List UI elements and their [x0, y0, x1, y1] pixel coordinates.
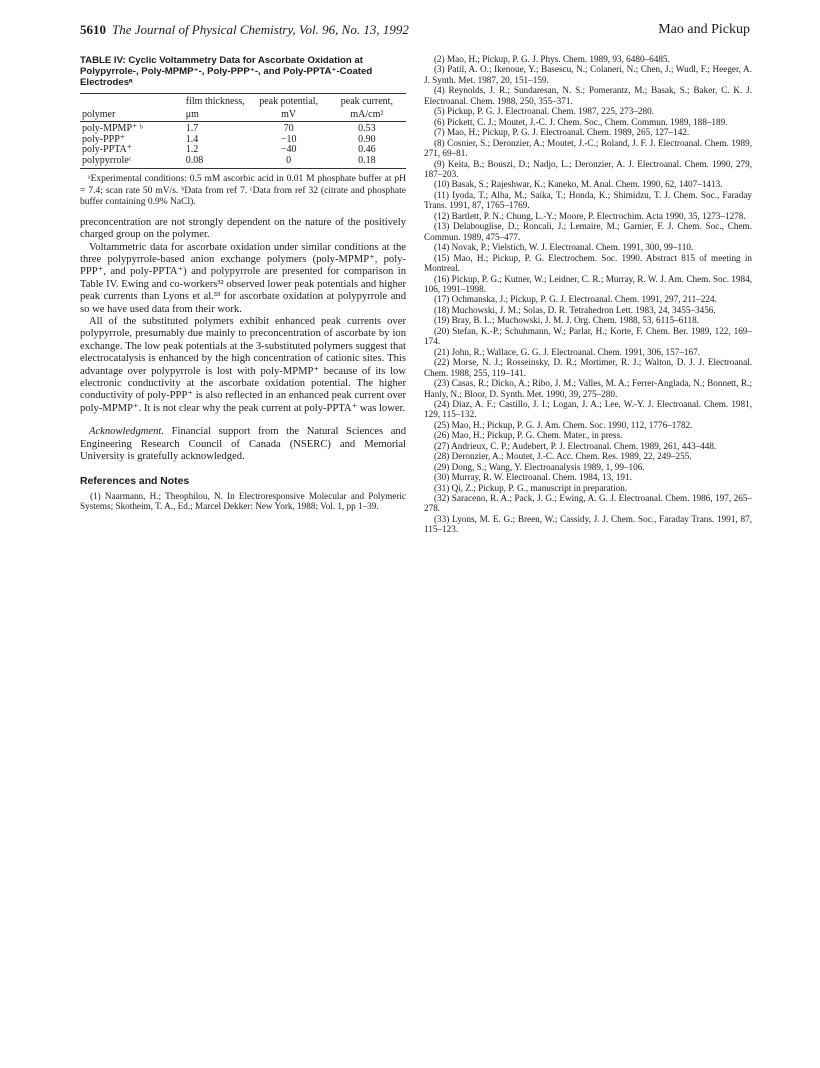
references-heading: References and Notes	[80, 475, 190, 487]
reference-item: (13) Delabouglise, D.; Roncali, J.; Lemaire, M.; Garnier, F. J. Chem. Soc., Chem. Commun. 1989, 475–477.	[424, 221, 752, 242]
reference-item: (17) Ochmanska, J.; Pickup, P. G. J. Electroanal. Chem. 1991, 297, 211–224.	[434, 294, 717, 305]
reference-item: (30) Murray, R. W. Electroanal. Chem. 1984, 13, 191.	[434, 472, 632, 483]
table-header-cell: peak potential,	[250, 94, 328, 109]
table-header-cell: film thickness,	[178, 94, 250, 109]
body-paragraph: preconcentration are not strongly dependent on the nature of the positively charged group on the polymer.	[80, 216, 406, 241]
reference-item: (3) Patil, A. O.; Ikenoue, Y.; Basescu, N.; Colaneri, N.; Chen, J.; Wudl, F.; Heeger, A. J. Synth. Met. 1987, 20, 151–159.	[424, 64, 752, 85]
table-cell: 0.18	[328, 156, 406, 169]
table-cell: −40	[280, 144, 297, 155]
acknowledgment	[80, 426, 406, 463]
reference-item: (10) Basak, S.; Rajeshwar, K.; Kaneko, M. Anal. Chem. 1990, 62, 1407–1413.	[434, 179, 723, 190]
reference-item: (9) Keita, B.; Bouszi, D.; Nadjo, L.; Deronzier, A. J. Electroanal. Chem. 1990, 279, 187–203.	[424, 158, 752, 179]
reference-item: (1) Naarmann, H.; Theophilou, N. In Electroresponsive Molecular and Polymeric Systems; Skotheim, T. A., Ed.; Marcel Dekker: New York, 1988; Vol. 1, pp 1–39.	[80, 490, 406, 511]
acknowledgment-text: Financial support from the Natural Sciences and Engineering Research Council of Canada (NSERC) and Memorial University is gratefully acknowledged.	[80, 426, 406, 463]
table-row	[80, 145, 406, 156]
reference-item: (23) Casas, R.; Dicko, A.; Ribo, J. M.; Valles, M. A.; Ferrer-Anglada, N.; Bonnett, R.; Hanly, N.; Bloor, D. Synth. Met. 1990, 39, 275–280.	[424, 378, 752, 399]
header-authors: Mao and Pickup	[658, 22, 750, 37]
table-header-cell: μm	[178, 109, 250, 122]
body-paragraph: All of the substituted polymers exhibit enhanced peak currents over polypyrrole, presumably due mainly to preconcentration of ascorbate by ion exchange. The low peak potentials at the 3-substituted polymers suggest that electrocatalysis is enhanced by the high concentration of cationic sites. This advantage over polypyrrole is lost with poly-MPMP⁺ because of its low electronic conductivity at the ascorbate oxidation potential. The higher conductivity of poly-PPP⁺ is also reflected in an enhanced peak current over poly-MPMP⁺. It is not clear why the peak current at poly-PPTA⁺ was lower.	[80, 316, 406, 414]
running-header	[80, 22, 750, 40]
left-column	[80, 55, 406, 511]
table-cell: −10	[280, 133, 297, 145]
table-cell: poly-PPP⁺	[82, 133, 126, 145]
reference-item: (28) Deronzier, A.; Moutet, J.-C. Acc. Chem. Res. 1989, 22, 249–255.	[434, 451, 692, 462]
reference-item: (26) Mao, H.; Pickup, P. G. Chem. Mater., in press.	[434, 430, 623, 441]
reference-item: (25) Mao, H.; Pickup, P. G. J. Am. Chem. Soc. 1990, 112, 1776–1782.	[434, 419, 693, 430]
right-column	[424, 54, 752, 535]
table-cell: 70	[283, 123, 294, 134]
reference-item: (11) Iyoda, T.; Alba, M.; Saika, T.; Honda, K.; Shimidzu, T. J. Chem. Soc., Faraday Trans. 1991, 87, 1765–1769.	[424, 189, 752, 211]
reference-item: (14) Novak, P.; Vielstich, W. J. Electroanal. Chem. 1991, 300, 99–110.	[434, 242, 694, 253]
table-header-row-1	[80, 94, 406, 109]
data-table	[80, 93, 406, 169]
table-cell: 0.53	[358, 123, 376, 134]
reference-item: (21) John, R.; Wallace, G. G. J. Electroanal. Chem. 1991, 306, 157–167.	[434, 346, 700, 357]
table-header-cell: peak current,	[328, 94, 406, 109]
reference-item: (2) Mao, H.; Pickup, P. G. J. Phys. Chem. 1989, 93, 6480–6485.	[434, 54, 670, 64]
table-footnote: ᵃExperimental conditions: 0.5 mM ascorbic acid in 0.01 M phosphate buffer at pH = 7.4; scan rate 50 mV/s. ᵇData from ref 7. ᶜData from ref 32 (citrate and phosphate buffer containing 0.9% NaCl).	[80, 174, 406, 208]
reference-item: (8) Cosnier, S.; Deronzier, A.; Moutet, J.-C.; Roland, J. F. J. Electroanal. Chem. 1989, 271, 69–81.	[424, 137, 752, 159]
page-number: 5610	[80, 22, 106, 37]
acknowledgment-label: Acknowledgment.	[89, 426, 165, 438]
reference-item: (32) Saraceno, R. A.; Pack, J. G.; Ewing, A. G. J. Electroanal. Chem. 1986, 197, 265–278.	[424, 493, 752, 514]
reference-item: (4) Reynolds, J. R.; Sundaresan, N. S.; Pomerantz, M.; Basak, S.; Baker, C. K. J. Electroanal. Chem. 1988, 250, 355–371.	[424, 85, 752, 106]
reference-item: (31) Qi, Z.; Pickup, P. G., manuscript in preparation.	[434, 482, 628, 493]
reference-item: (16) Pickup, P. G.; Kutner, W.; Leidner, C. R.; Murray, R. W. J. Am. Chem. Soc. 1984, 106, 1991–1998.	[424, 273, 752, 294]
table-cell: 1.2	[185, 144, 199, 155]
reference-item: (12) Bartlett, P. N.; Chung, L.-Y.; Moore, P. Electrochim. Acta 1990, 35, 1273–1278.	[434, 210, 746, 221]
reference-item: (6) Pickett, C. J.; Moutet, J.-C. J. Chem. Soc., Chem. Commun. 1989, 188–189.	[434, 116, 728, 127]
table-cell: 0.08	[178, 156, 250, 169]
table-cell: 1.4	[185, 133, 199, 145]
body-paragraph: Voltammetric data for ascorbate oxidation under similar conditions at the three polypyrrole-based anion exchange polymers (poly-MPMP⁺, poly-PPP⁺, and poly-PPTA⁺) and polypyrrole are presented for comparison in Table IV. Ewing and co-workers³² observed lower peak potentials and higher peak currents than Lyons et al.³³ for ascorbate oxidation at polypyrrole and so we have used data from their work.	[80, 241, 406, 315]
reference-item: (27) Andrieux, C. P.; Audebert, P. J. Electroanal. Chem. 1989, 261, 443–448.	[434, 440, 717, 451]
table-footnotes	[80, 174, 406, 209]
table-row	[80, 122, 406, 135]
table-cell: 0.90	[358, 133, 376, 145]
reference-item: (20) Stefan, K.-P.; Schuhmann, W.; Parlar, H.; Korte, F. Chem. Ber. 1989, 122, 169–174.	[424, 325, 752, 347]
reference-item: (33) Lyons, M. E. G.; Breen, W.; Cassidy, J. J. Chem. Soc., Faraday Trans. 1991, 87, 115–123.	[424, 513, 752, 535]
table-row	[80, 156, 406, 169]
reference-item: (22) Morse, N. J.; Rosseinsky, D. R.; Mortimer, R. J.; Walton, D. J. J. Electroanal. Chem. 1988, 255, 119–141.	[424, 357, 752, 378]
reference-item: (24) Diaz, A. F.; Castillo, J. I.; Logan, J. A.; Lee, W.-Y. J. Electroanal. Chem. 1981, 129, 115–132.	[424, 398, 752, 420]
table-header-cell	[80, 94, 178, 109]
journal-citation: The Journal of Physical Chemistry, Vol. 96, No. 13, 1992	[112, 22, 409, 37]
table-header-cell: polymer	[80, 109, 178, 122]
table-header-cell: mA/cm²	[328, 109, 406, 122]
table-caption: TABLE IV: Cyclic Voltammetry Data for Ascorbate Oxidation at Polypyrrole-, Poly-MPMP⁺-, Poly-PPP⁺-, and Poly-PPTA⁺-Coated Electrodesᵃ	[80, 55, 373, 88]
table-cell: 0.46	[358, 144, 376, 155]
table-cell: poly-PPTA⁺	[82, 144, 133, 155]
table-header-cell: mV	[250, 109, 328, 122]
body-text	[80, 217, 406, 416]
table-header-row-2	[80, 109, 406, 122]
reference-item: (15) Mao, H.; Pickup, P. G. Electrochem. Soc. 1990. Abstract 815 of meeting in Montreal.	[424, 252, 752, 274]
table-cell: polypyrroleᶜ	[80, 156, 178, 169]
reference-item: (19) Bray, B. L.; Muchowski, J. M. J. Org. Chem. 1988, 53, 6115–6118.	[434, 315, 699, 326]
reference-item: (7) Mao, H.; Pickup, P. G. J. Electroanal. Chem. 1989, 265, 127–142.	[434, 127, 690, 138]
header-left	[80, 22, 409, 38]
reference-item: (29) Dong, S.; Wang, Y. Electroanalysis 1989, 1, 99–106.	[434, 461, 645, 472]
table-cell: 0	[250, 156, 328, 169]
reference-item: (5) Pickup, P. G. J. Electroanal. Chem. 1987, 225, 273–280.	[434, 106, 654, 117]
reference-item: (18) Muchowski, J. M.; Solas, D. R. Tetrahedron Lett. 1983, 24, 3455–3456.	[434, 304, 716, 315]
table-cell: 1.7	[185, 123, 199, 134]
table-cell: poly-MPMP⁺ ᵇ	[82, 123, 143, 134]
